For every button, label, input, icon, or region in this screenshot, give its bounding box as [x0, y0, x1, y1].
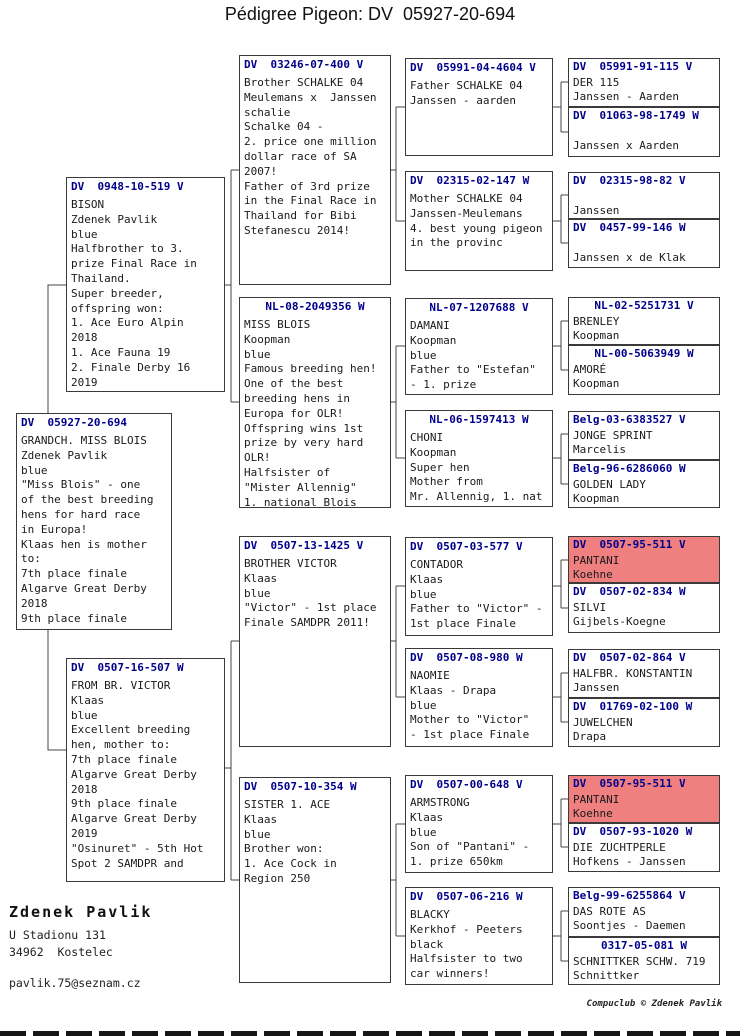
pigeon-details: AMORÉ Koopman — [573, 363, 620, 390]
box-father-schalke-04 — [405, 58, 553, 156]
pigeon-details: Brother SCHALKE 04 Meulemans x Janssen schalie Schalke 04 - 2. price one million dollar race of SA 2007! Father of 3rd prize in the Final Race in Thailand for Bibi Stefanescu 2014! — [244, 76, 377, 237]
pigeon-details: Janssen x Aarden — [573, 139, 679, 152]
ring-number: Belg-96-6286060 W — [573, 462, 686, 475]
box-janssen-x-aarden — [568, 107, 720, 157]
ring-number: NL-06-1597413 W — [429, 413, 529, 426]
box-silvi — [568, 583, 720, 633]
box-die-zuchtperle — [568, 823, 720, 872]
page-title: Pédigree Pigeon: DV 05927-20-694 — [224, 4, 516, 24]
ring-number: DV 01063-98-1749 W — [573, 109, 699, 122]
ring-number: DV 0507-03-577 V — [410, 540, 523, 553]
pigeon-details: SISTER 1. ACE Klaas blue Brother won: 1. Ace Cock in Region 250 — [244, 798, 337, 885]
ring-number: DV 0507-08-980 W — [410, 651, 523, 664]
box-miss-blois — [239, 297, 391, 508]
box-das-rote-as — [568, 887, 720, 937]
box-halfbr-konstantin — [568, 649, 720, 698]
pigeon-details: JUWELCHEN Drapa — [573, 716, 633, 743]
ring-number: DV 0507-02-834 W — [573, 585, 686, 598]
pigeon-details: MISS BLOIS Koopman blue Famous breeding hen! One of the best breeding hens in Europa for OLR! Offspring wins 1st prize by very hard OLR! Halfsister of "Mister Allennig" 1. national Blois — [244, 318, 377, 508]
ring-number: NL-07-1207688 V — [429, 301, 529, 314]
box-janssen-x-de-klak — [568, 219, 720, 268]
pigeon-details: PANTANI Koehne — [573, 793, 620, 820]
owner-address-line2: 34962 Kostelec — [9, 945, 113, 959]
pigeon-details: PANTANI Koehne — [573, 554, 620, 581]
ring-number: DV 0948-10-519 V — [71, 180, 184, 193]
box-pantani-1 — [568, 536, 720, 583]
pigeon-details: HALFBR. KONSTANTIN Janssen — [573, 667, 693, 694]
pigeon-details: GOLDEN LADY Koopman — [573, 478, 646, 505]
pigeon-details: ARMSTRONG Klaas blue Son of "Pantani" - 1. prize 650km — [410, 796, 530, 869]
pigeon-details: CONTADOR Klaas blue Father to "Victor" - 1st place Finale — [410, 558, 543, 631]
box-brother-victor — [239, 536, 391, 747]
box-schnittker-schw-719 — [568, 937, 720, 985]
box-armstrong — [405, 775, 553, 873]
pigeon-details: CHONI Koopman Super hen Mother from Mr. Allennig, 1. nat — [410, 431, 543, 504]
box-blacky — [405, 887, 553, 985]
owner-email: pavlik.75@seznam.cz — [9, 976, 141, 990]
ring-number: DV 05927-20-694 — [21, 416, 127, 429]
ring-number: Belg-99-6255864 V — [573, 889, 686, 902]
ring-number: DV 0507-16-507 W — [71, 661, 184, 674]
pigeon-details: BLACKY Kerkhof - Peeters black Halfsister to two car winners! — [410, 908, 523, 981]
pigeon-details: BROTHER VICTOR Klaas blue "Victor" - 1st place Finale SAMDPR 2011! — [244, 557, 377, 630]
ring-number: DV 01769-02-100 W — [573, 700, 693, 713]
software-credit: Compuclub © Zdenek Pavlik — [586, 999, 722, 1009]
owner-name: Zdenek Pavlik — [9, 903, 153, 921]
pigeon-details: Janssen x de Klak — [573, 251, 686, 264]
ring-number: NL-02-5251731 V — [594, 299, 694, 312]
ring-number: DV 0507-93-1020 W — [573, 825, 693, 838]
ring-number: DV 0507-95-511 V — [573, 777, 686, 790]
page-bottom-edge-artifact — [0, 1031, 740, 1036]
box-choni — [405, 410, 553, 507]
box-damani — [405, 298, 553, 395]
pigeon-details: NAOMIE Klaas - Drapa blue Mother to "Victor" - 1st place Finale — [410, 669, 530, 742]
pigeon-details: DAMANI Koopman blue Father to "Estefan" - 1. prize — [410, 319, 536, 392]
box-sister-1-ace — [239, 777, 391, 983]
owner-address-line1: U Stadionu 131 — [9, 928, 106, 942]
ring-number: DV 0507-95-511 V — [573, 538, 686, 551]
box-golden-lady — [568, 460, 720, 508]
pigeon-details: FROM BR. VICTOR Klaas blue Excellent breeding hen, mother to: 7th place finale Algarve Great Derby 2018 9th place finale Algarve Great Derby 2019 "Osinuret" - 5th Hot Spot 2 SAMDPR and — [71, 679, 204, 870]
ring-number: DV 02315-02-147 W — [410, 174, 530, 187]
pigeon-details: DAS ROTE AS Soontjes - Daemen — [573, 905, 686, 932]
box-der-115 — [568, 58, 720, 107]
ring-number: DV 0507-10-354 W — [244, 780, 357, 793]
pigeon-details: DER 115 Janssen - Aarden — [573, 76, 679, 103]
pigeon-details: SCHNITTKER SCHW. 719 Schnittker — [573, 955, 706, 982]
box-from-br-victor — [66, 658, 225, 882]
pigeon-details: SILVI Gijbels-Koegne — [573, 601, 666, 628]
pigeon-details: BISON Zdenek Pavlik blue Halfbrother to 3. prize Final Race in Thailand. Super breeder, offspring won: 1. Ace Euro Alpin 2018 1. Ace Fauna 19 2. Finale Derby 16 2019 — [71, 198, 197, 389]
box-juwelchen — [568, 698, 720, 747]
ring-number: NL-00-5063949 W — [594, 347, 694, 360]
box-subject-grandch-miss-blois — [16, 413, 172, 630]
box-naomie — [405, 648, 553, 747]
box-pantani-2 — [568, 775, 720, 823]
pigeon-details: GRANDCH. MISS BLOIS Zdenek Pavlik blue "Miss Blois" - one of the best breeding hens for hard race in Europa! Klaas hen is mother to: 7th place finale Algarve Great Derby 2018 9th place finale — [21, 434, 154, 625]
pigeon-details: JONGE SPRINT Marcelis — [573, 429, 653, 456]
ring-number: DV 0507-06-216 W — [410, 890, 523, 903]
box-janssen — [568, 172, 720, 219]
ring-number: NL-08-2049356 W — [265, 300, 365, 313]
pigeon-details: Father SCHALKE 04 Janssen - aarden — [410, 79, 523, 107]
box-contador — [405, 537, 553, 636]
pigeon-details: DIE ZUCHTPERLE Hofkens - Janssen — [573, 841, 686, 868]
ring-number: DV 0457-99-146 W — [573, 221, 686, 234]
box-amore — [568, 345, 720, 395]
pigeon-details: Mother SCHALKE 04 Janssen-Meulemans 4. best young pigeon in the provinc — [410, 192, 543, 250]
box-jonge-sprint — [568, 411, 720, 460]
pigeon-details: BRENLEY Koopman — [573, 315, 620, 342]
pigeon-details: Janssen — [573, 204, 620, 217]
ring-number: DV 05991-04-4604 V — [410, 61, 536, 74]
box-brother-schalke-04 — [239, 55, 391, 285]
box-brenley — [568, 297, 720, 345]
ring-number: DV 05991-91-115 V — [573, 60, 693, 73]
ring-number: DV 0507-13-1425 V — [244, 539, 364, 552]
ring-number: DV 02315-98-82 V — [573, 174, 686, 187]
ring-number: Belg-03-6383527 V — [573, 413, 686, 426]
box-mother-schalke-04 — [405, 171, 553, 271]
ring-number: 0317-05-081 W — [600, 939, 688, 952]
ring-number: DV 0507-00-648 V — [410, 778, 523, 791]
ring-number: DV 03246-07-400 V — [244, 58, 364, 71]
box-bison — [66, 177, 225, 392]
ring-number: DV 0507-02-864 V — [573, 651, 686, 664]
